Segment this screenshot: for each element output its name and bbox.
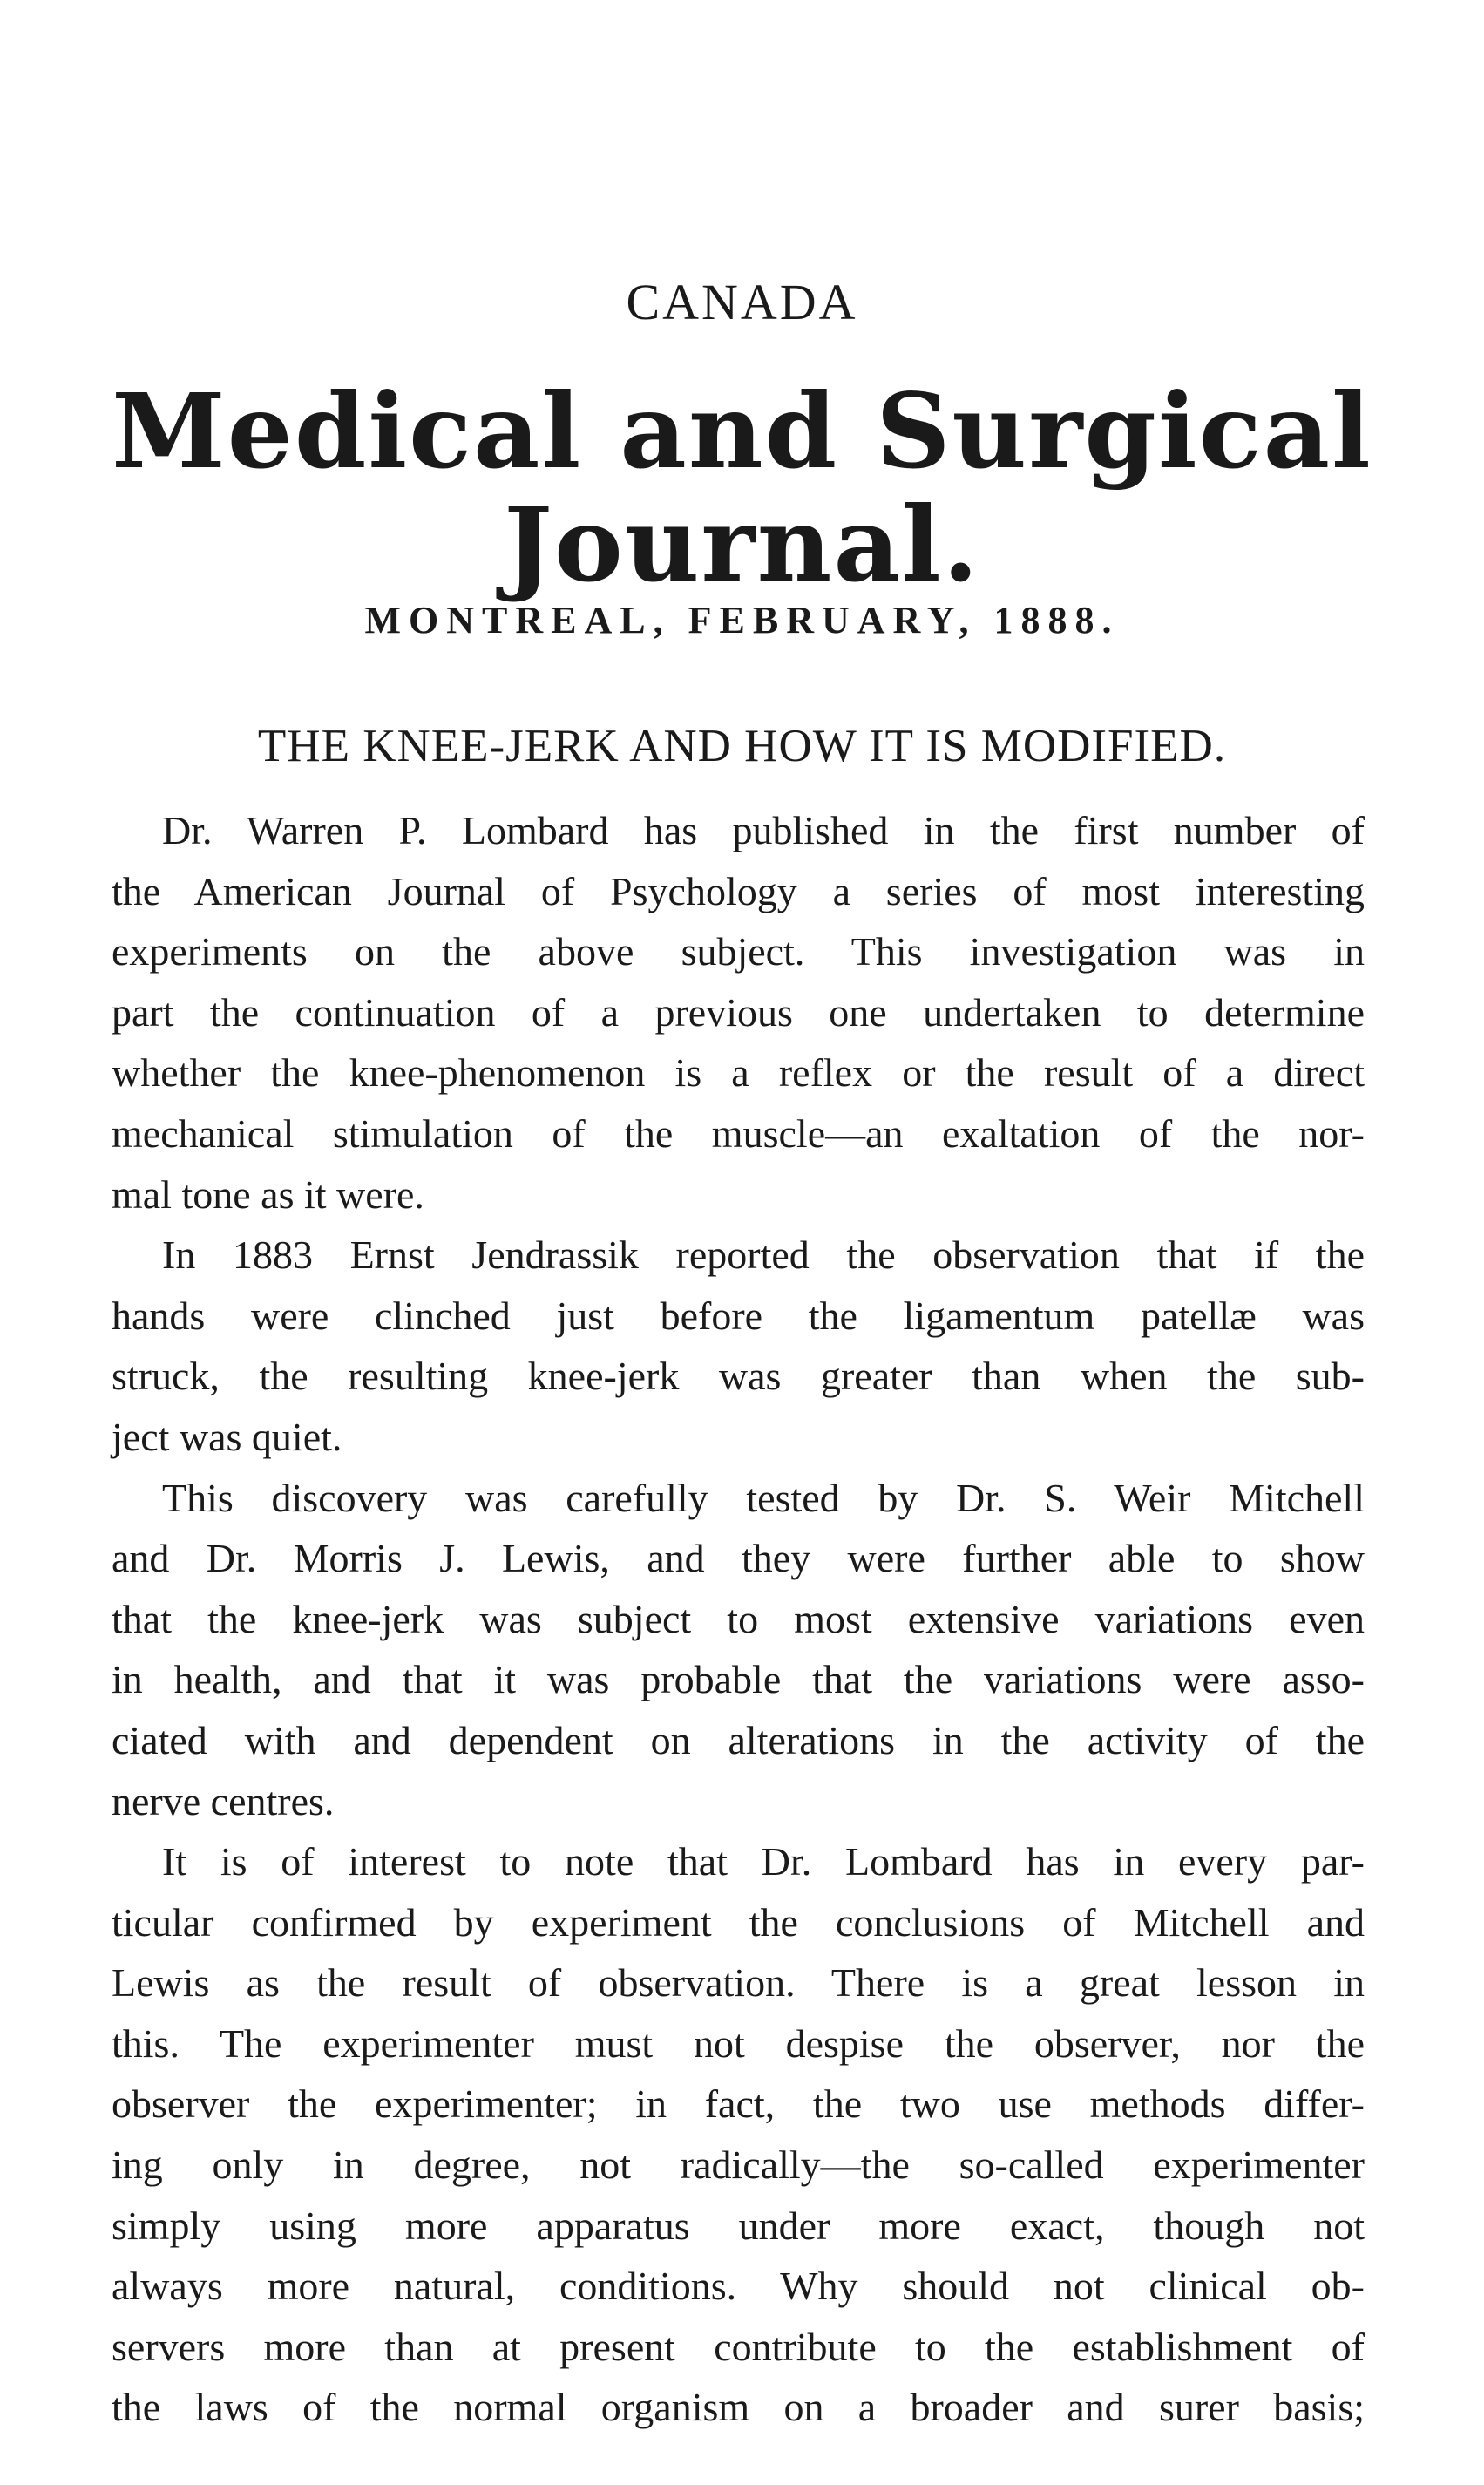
text-line: ticular confirmed by experiment the conclusions of Mitchell and: [112, 1899, 1365, 1945]
text-line: whether the knee-phenomenon is a reflex or the result of a direct: [112, 1050, 1365, 1096]
article-body: [112, 800, 1365, 2438]
text-line: Dr. Warren P. Lombard has published in the first number of: [162, 808, 1365, 852]
text-line: always more natural, conditions. Why should not clinical ob-: [112, 2264, 1365, 2309]
text-line: struck, the resulting knee-jerk was greater than when the sub-: [112, 1354, 1365, 1399]
text-line: observer the experimenter; in fact, the two use methods differ-: [112, 2081, 1365, 2127]
text-line: and Dr. Morris J. Lewis, and they were further able to show: [112, 1536, 1365, 1581]
text-line: servers more than at present contribute to the establishment of: [112, 2324, 1365, 2369]
article-title: THE KNEE-JERK AND HOW IT IS MODIFIED.: [257, 721, 1227, 771]
text-line: mechanical stimulation of the muscle—an exaltation of the nor-: [112, 1110, 1365, 1156]
paragraph-2: [112, 1225, 1365, 1467]
text-line: part the continuation of a previous one undertaken to determine: [112, 989, 1365, 1035]
paragraph-3: [112, 1468, 1365, 1832]
text-line: mal tone as it were.: [112, 1171, 424, 1217]
text-line: simply using more apparatus under more exact, though not: [112, 2203, 1365, 2248]
text-line: Lewis as the result of observation. There is a great lesson in: [112, 1960, 1365, 2006]
text-line: ject was quiet.: [112, 1414, 342, 1459]
paragraph-4: [112, 1831, 1365, 2438]
paragraph-1: [112, 800, 1365, 1225]
text-line: this. The experimenter must not despise the observer, nor the: [112, 2020, 1365, 2066]
text-line: nerve centres.: [112, 1778, 335, 1823]
dateline: MONTREAL, FEBRUARY, 1888.: [364, 599, 1120, 642]
text-line: hands were clinched just before the ligamentum patellæ was: [112, 1293, 1365, 1338]
text-line: In 1883 Ernst Jendrassik reported the observation that if the: [162, 1232, 1365, 1278]
text-line: experiments on the above subject. This investigation was in: [112, 929, 1365, 974]
journal-name: CANADA: [626, 274, 858, 330]
text-line: ing only in degree, not radically—the so-called experimenter: [112, 2142, 1365, 2188]
text-line: This discovery was carefully tested by Dr. S. Weir Mitchell: [162, 1475, 1365, 1520]
journal-title: Medical and Surgical Journal.: [112, 370, 1372, 605]
text-line: the laws of the normal organism on a broader and surer basis;: [112, 2385, 1365, 2430]
text-line: ciated with and dependent on alterations in the activity of the: [112, 1717, 1365, 1762]
text-line: It is of interest to note that Dr. Lombard has in every par-: [162, 1839, 1365, 1884]
text-line: the American Journal of Psychology a series of most interesting: [112, 868, 1365, 913]
text-line: in health, and that it was probable that the variations were asso-: [112, 1657, 1365, 1702]
text-line: that the knee-jerk was subject to most extensive variations even: [112, 1596, 1365, 1641]
